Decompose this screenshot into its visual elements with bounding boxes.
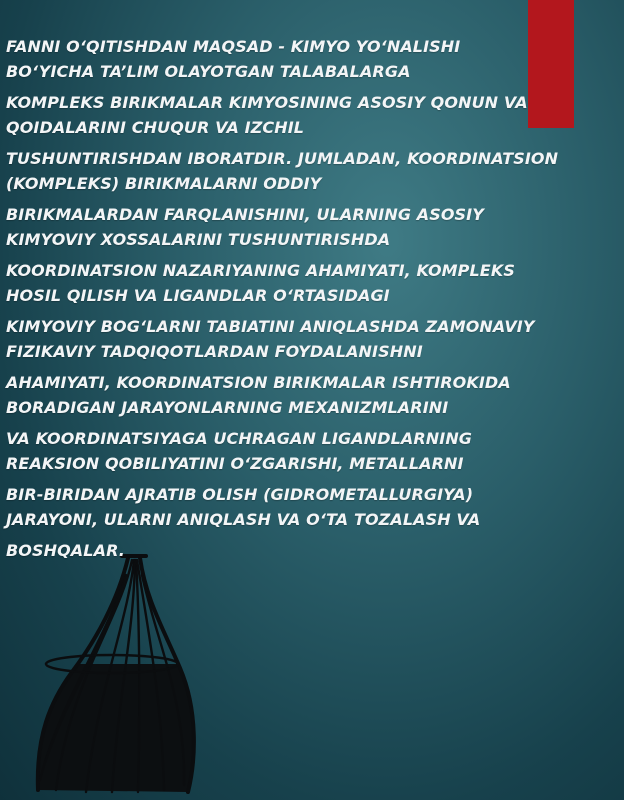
paragraph — [6, 538, 606, 563]
text-line: VA KOORDINATSIYAGA UCHRAGAN LIGANDLARNING — [6, 429, 473, 448]
text-line: FANNI O‘QITISHDAN MAQSAD - KIMYO YO‘NALISHI — [6, 37, 461, 56]
paragraph — [6, 482, 606, 532]
text-line: TUSHUNTIRISHDAN IBORATDIR. JUMLADAN, KOORDINATSION — [6, 149, 559, 168]
text-line: QOIDALARINI CHUQUR VA IZCHIL — [6, 118, 305, 137]
paragraph — [6, 90, 606, 140]
paragraph — [6, 426, 606, 476]
paragraph — [6, 34, 606, 84]
text-line: BIR-BIRIDAN AJRATIB OLISH (GIDROMETALLURGIYA) — [6, 485, 474, 504]
paragraph — [6, 370, 606, 420]
text-line: KIMYOVIY XOSSALARINI TUSHUNTIRISHDA — [6, 230, 391, 249]
text-line: AHAMIYATI, KOORDINATSION BIRIKMALAR ISHTIROKIDA — [6, 373, 511, 392]
text-line: (KOMPLEKS) BIRIKMALARNI ODDIY — [6, 174, 322, 193]
text-line: KOORDINATSION NAZARIYANING AHAMIYATI, KOMPLEKS — [6, 261, 515, 280]
text-line: JARAYONI, ULARNI ANIQLASH VA O‘TA TOZALASH VA — [6, 510, 481, 529]
text-line: REAKSION QOBILIYATINI O‘ZGARISHI, METALLARNI — [6, 454, 464, 473]
text-line: BORADIGAN JARAYONLARNING MEXANIZMLARINI — [6, 398, 449, 417]
paragraph — [6, 258, 606, 308]
text-line: KOMPLEKS BIRIKMALAR KIMYOSINING ASOSIY QONUN VA — [6, 93, 528, 112]
text-line: HOSIL QILISH VA LIGANDLAR O‘RTASIDAGI — [6, 286, 390, 305]
paragraph — [6, 314, 606, 364]
text-line: FIZIKAVIY TADQIQOTLARDAN FOYDALANISHNI — [6, 342, 423, 361]
paragraph — [6, 146, 606, 196]
paragraph — [6, 202, 606, 252]
text-line: BIRIKMALARDAN FARQLANISHINI, ULARNING ASOSIY — [6, 205, 484, 224]
objective-text-block — [6, 34, 606, 569]
text-line: BOSHQALAR. — [6, 541, 125, 560]
text-line: KIMYOVIY BOG‘LARNI TABIATINI ANIQLASHDA ZAMONAVIY — [6, 317, 535, 336]
text-line: BO‘YICHA TA’LIM OLAYOTGAN TALABALARGA — [6, 62, 411, 81]
